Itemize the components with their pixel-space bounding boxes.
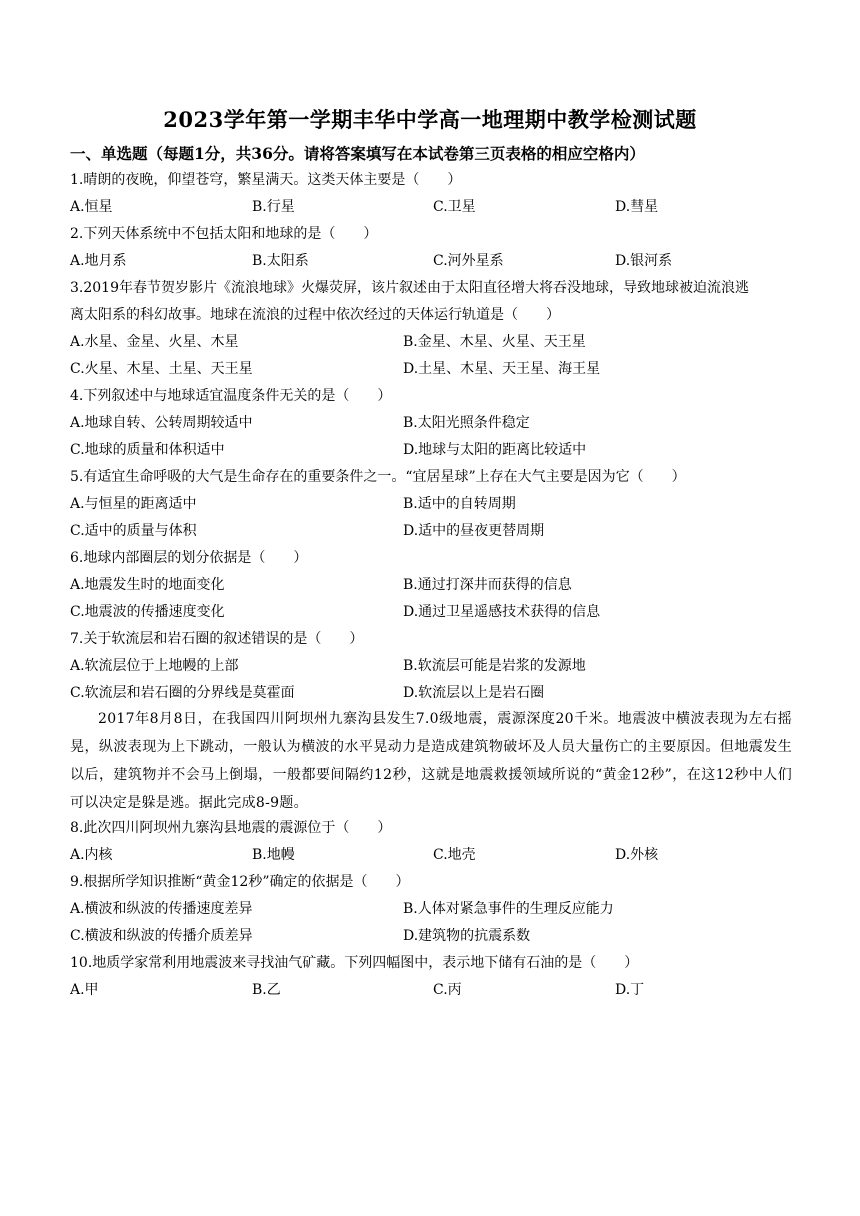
- question-6-stem: 6.地球内部圈层的划分依据是（ ）: [70, 550, 308, 566]
- question-7-stem: 7.关于软流层和岩石圈的叙述错误的是（ ）: [70, 631, 364, 647]
- q9-option-b: B.人体对紧急事件的生理反应能力: [403, 901, 614, 917]
- q5-option-c: C.适中的质量与体积: [70, 523, 197, 539]
- q7-option-a: A.软流层位于上地幔的上部: [70, 658, 239, 674]
- question-9-stem: 9.根据所学知识推断“黄金12秒”确定的依据是（ ）: [70, 874, 410, 890]
- q1-option-b: B.行星: [252, 199, 295, 215]
- question-4-stem: 4.下列叙述中与地球适宜温度条件无关的是（ ）: [70, 388, 392, 404]
- question-8-stem: 8.此次四川阿坝州九寨沟县地震的震源位于（ ）: [70, 820, 392, 836]
- q8-option-b: B.地幔: [252, 847, 295, 863]
- q2-option-b: B.太阳系: [252, 253, 309, 269]
- q7-option-c: C.软流层和岩石圈的分界线是莫霍面: [70, 685, 295, 701]
- page-title: 2023学年第一学期丰华中学高一地理期中教学检测试题: [163, 107, 697, 132]
- q6-option-d: D.通过卫星遥感技术获得的信息: [403, 604, 601, 620]
- q4-option-a: A.地球自转、公转周期较适中: [70, 415, 253, 431]
- q6-option-a: A.地震发生时的地面变化: [70, 577, 225, 593]
- q1-option-c: C.卫星: [433, 199, 476, 215]
- q4-option-d: D.地球与太阳的距离比较适中: [403, 442, 587, 458]
- q6-option-c: C.地震波的传播速度变化: [70, 604, 225, 620]
- q8-option-a: A.内核: [70, 847, 113, 863]
- q4-option-c: C.地球的质量和体积适中: [70, 442, 225, 458]
- q2-option-a: A.地月系: [70, 253, 127, 269]
- question-1-stem: 1.晴朗的夜晚，仰望苍穹，繁星满天。这类天体主要是（ ）: [70, 172, 462, 188]
- q1-option-d: D.彗星: [615, 199, 659, 215]
- q2-option-c: C.河外星系: [433, 253, 504, 269]
- question-10-stem: 10.地质学家常利用地震波来寻找油气矿藏。下列四幅图中，表示地下储有石油的是（ ）: [70, 955, 639, 971]
- q6-option-b: B.通过打深井而获得的信息: [403, 577, 572, 593]
- q10-option-c: C.丙: [433, 982, 462, 998]
- q2-option-d: D.银河系: [615, 253, 673, 269]
- reading-passage: 2017年8月8日，在我国四川阿坝州九寨沟县发生7.0级地震，震源深度20千米。地震波中横波表现为左右摇晃，纵波表现为上下跳动，一般认为横波的水平晃动力是造成建筑物破坏及人员大量伤亡的主要原因。但地震发生以后，建筑物并不会马上倒塌，一般都要间隔约12秒，这就是地震救援领域所说的“黄金12秒”，在这12秒中人们可以决定是躲是逃。据此完成8-9题。: [70, 711, 792, 811]
- q9-option-a: A.横波和纵波的传播速度差异: [70, 901, 253, 917]
- q7-option-b: B.软流层可能是岩浆的发源地: [403, 658, 586, 674]
- q8-option-d: D.外核: [615, 847, 659, 863]
- q4-option-b: B.太阳光照条件稳定: [403, 415, 530, 431]
- q5-option-a: A.与恒星的距离适中: [70, 496, 197, 512]
- q3-option-b: B.金星、木星、火星、天王星: [403, 334, 586, 350]
- question-3-stem-line1: 3.2019年春节贺岁影片《流浪地球》火爆荧屏，该片叙述由于太阳直径增大将吞没地球，导致地球被迫流浪逃: [70, 280, 749, 296]
- q10-option-a: A.甲: [70, 982, 99, 998]
- q7-option-d: D.软流层以上是岩石圈: [403, 685, 545, 701]
- q10-option-b: B.乙: [252, 982, 281, 998]
- q3-option-c: C.火星、木星、土星、天王星: [70, 361, 253, 377]
- q3-option-d: D.土星、木星、天王星、海王星: [403, 361, 601, 377]
- section-heading: 一、单选题（每题1分，共36分。请将答案填写在本试卷第三页表格的相应空格内）: [70, 144, 645, 163]
- q1-option-a: A.恒星: [70, 199, 113, 215]
- q10-option-d: D.丁: [615, 982, 645, 998]
- q8-option-c: C.地壳: [433, 847, 476, 863]
- q9-option-c: C.横波和纵波的传播介质差异: [70, 928, 253, 944]
- question-3-stem-line2: 离太阳系的科幻故事。地球在流浪的过程中依次经过的天体运行轨道是（ ）: [70, 307, 560, 323]
- question-2-stem: 2.下列天体系统中不包括太阳和地球的是（ ）: [70, 226, 378, 242]
- q5-option-d: D.适中的昼夜更替周期: [403, 523, 545, 539]
- q5-option-b: B.适中的自转周期: [403, 496, 516, 512]
- question-5-stem: 5.有适宜生命呼吸的大气是生命存在的重要条件之一。“宜居星球”上存在大气主要是因为它（ ）: [70, 469, 686, 485]
- q3-option-a: A.水星、金星、火星、木星: [70, 334, 239, 350]
- q9-option-d: D.建筑物的抗震系数: [403, 928, 531, 944]
